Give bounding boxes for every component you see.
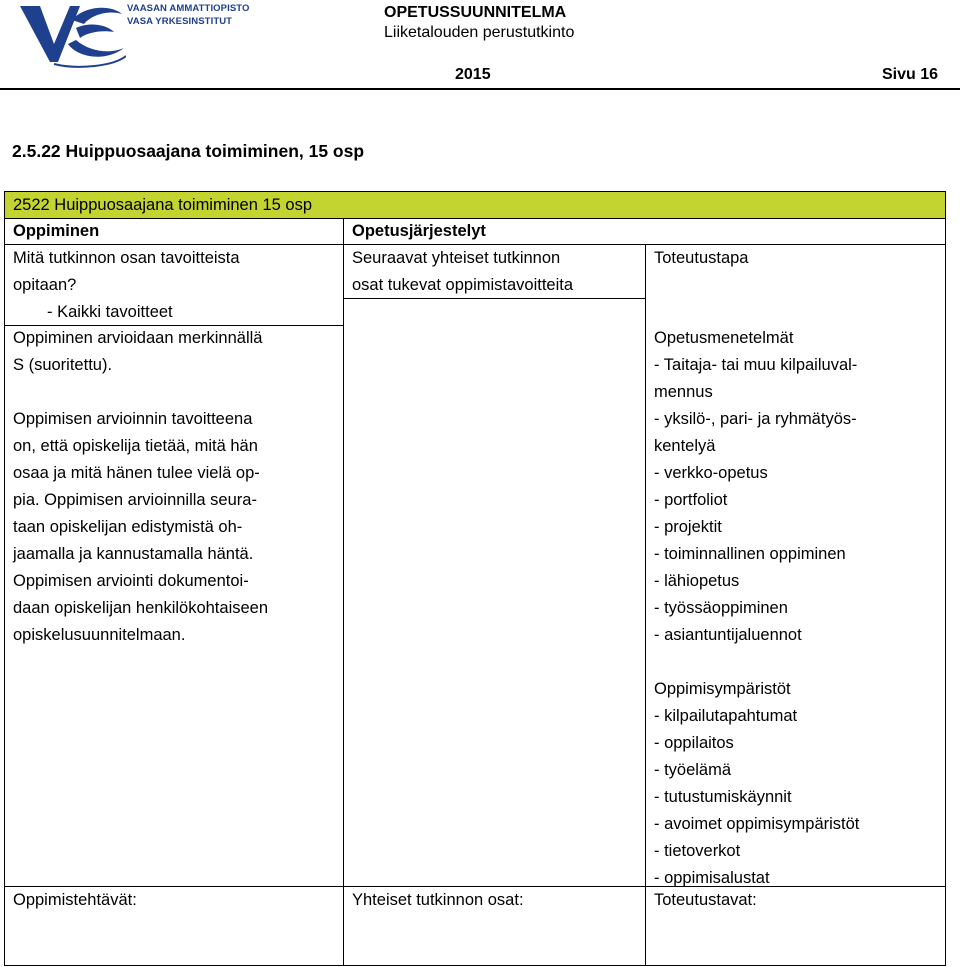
left-top-line: opitaan?: [13, 276, 77, 294]
right-body-line: - lähiopetus: [654, 572, 740, 590]
right-body-line: - projektit: [654, 518, 722, 536]
right-body-line: - portfoliot: [654, 491, 728, 509]
logo-text-line1: VAASAN AMMATTIOPISTO: [127, 3, 250, 14]
left-body-line: S (suoritettu).: [13, 356, 113, 374]
page-number: Sivu 16: [882, 66, 939, 83]
left-top-cell: [13, 245, 240, 326]
right-body-line: - oppilaitos: [654, 734, 734, 752]
right-body-line: - avoimet oppimisympäristöt: [654, 815, 860, 833]
right-body-line: - tutustumiskäynnit: [654, 788, 792, 806]
curriculum-table: [4, 191, 946, 966]
header-col-divider: [343, 219, 344, 245]
right-body-line: - toiminnallinen oppiminen: [654, 545, 846, 563]
right-body-line: - kilpailutapahtumat: [654, 707, 798, 725]
right-body-line: - oppimisalustat: [654, 869, 770, 887]
right-body-line: [654, 649, 859, 676]
left-body-line: daan opiskelijan henkilökohtaiseen: [13, 599, 269, 617]
mid-top-cell: [352, 245, 573, 299]
header-opetusjarjestelyt: Opetusjärjestelyt: [352, 222, 486, 240]
vaasan-ammattiopisto-logo-icon: [14, 0, 126, 70]
header-divider: [0, 88, 960, 90]
logo: [14, 0, 254, 70]
right-body-line: - tietoverkot: [654, 842, 741, 860]
left-body-cell: [13, 325, 268, 649]
left-body-line: Oppimisen arviointi dokumentoi-: [13, 572, 249, 590]
header-oppiminen: Oppiminen: [13, 222, 100, 240]
left-body-line: [13, 379, 268, 406]
table-title-row: [5, 192, 945, 219]
col-divider-1: [343, 245, 344, 966]
right-body-cell: [654, 325, 859, 892]
bottom-left-cell: Oppimistehtävät:: [13, 891, 137, 909]
bottom-right-cell: Toteutustavat:: [654, 891, 757, 909]
left-top-line: - Kaikki tavoitteet: [47, 303, 173, 321]
document-title: OPETUSSUUNNITELMA: [384, 4, 567, 21]
right-top-cell: Toteutustapa: [654, 249, 749, 267]
right-body-line: - Taitaja- tai muu kilpailuval-: [654, 356, 858, 374]
right-body-line: Opetusmenetelmät: [654, 329, 794, 347]
right-body-line: - työelämä: [654, 761, 732, 779]
bottom-mid-cell: Yhteiset tutkinnon osat:: [352, 891, 524, 909]
mid-top-line: osat tukevat oppimistavoitteita: [352, 276, 574, 294]
table-header-row: [5, 219, 945, 245]
right-body-line: - yksilö-, pari- ja ryhmätyös-: [654, 410, 857, 428]
table-title: 2522 Huippuosaajana toimiminen 15 osp: [13, 196, 313, 214]
right-body-line: Oppimisympäristöt: [654, 680, 791, 698]
left-body-line: taan opiskelijan edistymistä oh-: [13, 518, 243, 536]
left-body-line: jaamalla ja kannustamalla häntä.: [13, 545, 254, 563]
left-body-line: opiskelusuunnitelmaan.: [13, 626, 186, 644]
col-divider-2: [645, 245, 646, 966]
right-body-line: - verkko-opetus: [654, 464, 768, 482]
left-body-line: Oppiminen arvioidaan merkinnällä: [13, 329, 263, 347]
left-body-line: on, että opiskelija tietää, mitä hän: [13, 437, 258, 455]
left-body-line: pia. Oppimisen arvioinnilla seura-: [13, 491, 257, 509]
section-heading: 2.5.22 Huippuosaajana toimiminen, 15 osp: [12, 141, 365, 161]
right-body-line: - työssäoppiminen: [654, 599, 788, 617]
right-body-line: - asiantuntijaluennot: [654, 626, 802, 644]
left-body-line: osaa ja mitä hänen tulee vielä op-: [13, 464, 260, 482]
right-body-line: kentelyä: [654, 437, 716, 455]
logo-text-line2: VASA YRKESINSTITUT: [127, 16, 233, 27]
left-top-line: Mitä tutkinnon osan tavoitteista: [13, 249, 240, 267]
left-body-line: Oppimisen arvioinnin tavoitteena: [13, 410, 253, 428]
document-subtitle: Liiketalouden perustutkinto: [384, 24, 575, 41]
document-year: 2015: [455, 66, 491, 83]
right-body-line: mennus: [654, 383, 713, 401]
mid-top-line: Seuraavat yhteiset tutkinnon: [352, 249, 561, 267]
